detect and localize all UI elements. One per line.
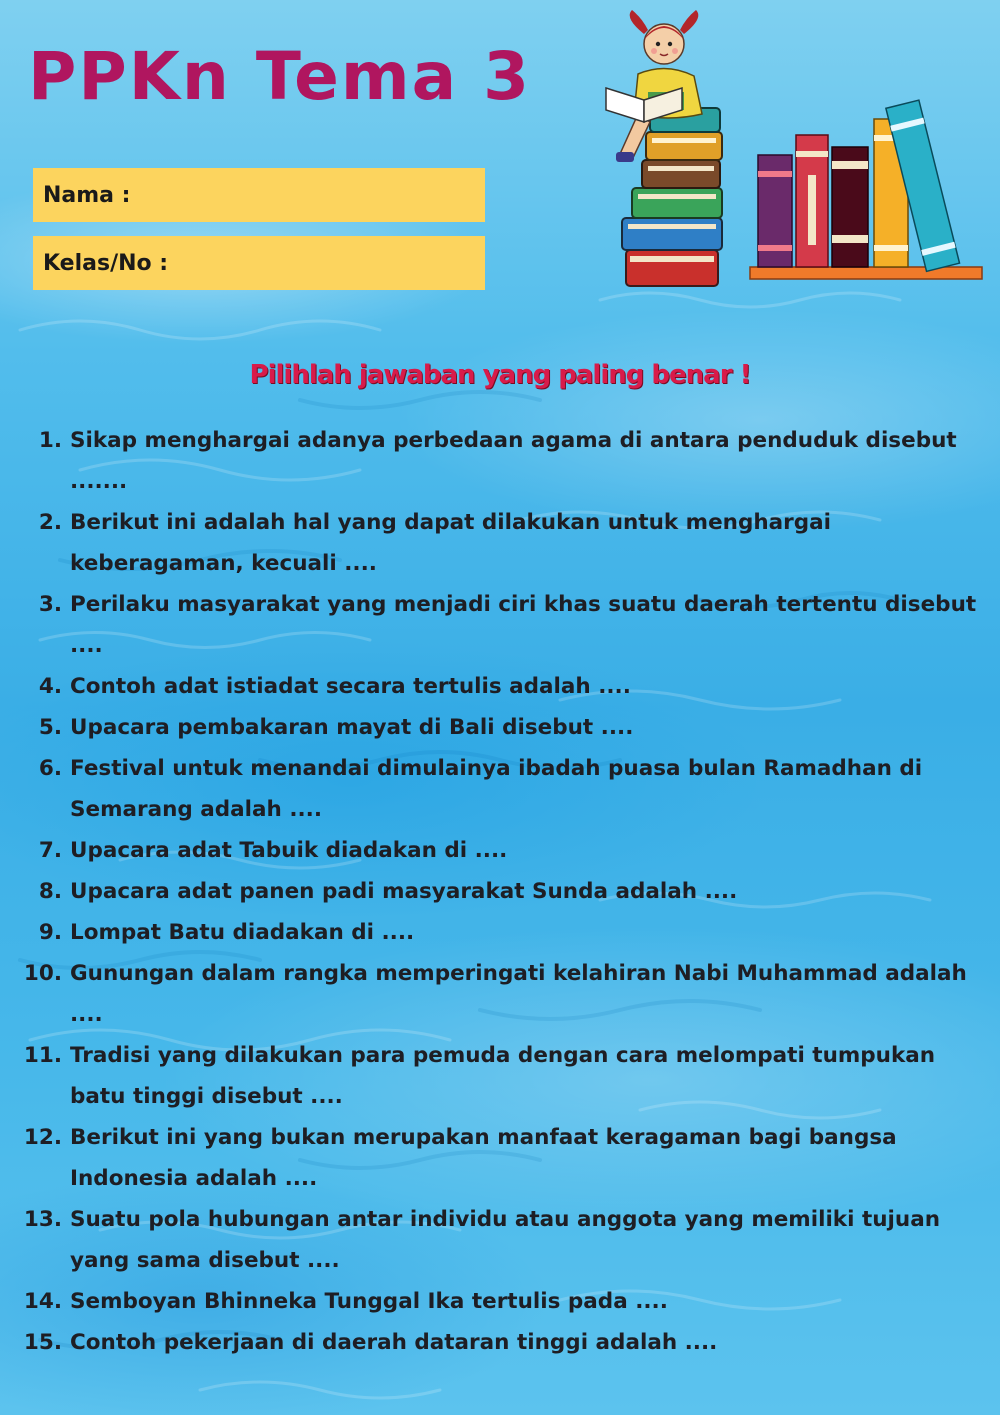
question-text: Tradisi yang dilakukan para pemuda dengan cara melompati tumpukan batu tinggi disebut .... (70, 1043, 936, 1109)
question-text: Suatu pola hubungan antar individu atau anggota yang memiliki tujuan yang sama disebut .... (70, 1207, 941, 1273)
question-item (12, 1035, 982, 1117)
nama-field[interactable] (33, 168, 485, 222)
question-number: 14. (23, 1289, 62, 1314)
question-text: Sikap menghargai adanya perbedaan agama di antara penduduk disebut ....... (70, 428, 957, 494)
question-item (12, 1199, 982, 1281)
question-item (12, 871, 982, 912)
bookshelf-illustration (748, 95, 984, 283)
question-number: 6. (38, 756, 62, 781)
question-item (12, 1281, 982, 1322)
question-text: Upacara adat panen padi masyarakat Sunda adalah .... (70, 879, 738, 904)
question-text: Gunungan dalam rangka memperingati kelahiran Nabi Muhammad adalah .... (70, 961, 967, 1027)
question-number: 10. (23, 961, 62, 986)
question-number: 12. (23, 1125, 62, 1150)
question-number: 7. (38, 838, 62, 863)
question-number: 5. (38, 715, 62, 740)
question-item (12, 912, 982, 953)
question-number: 4. (38, 674, 62, 699)
question-text: Semboyan Bhinneka Tunggal Ika tertulis pada .... (70, 1289, 668, 1314)
question-text: Berikut ini yang bukan merupakan manfaat keragaman bagi bangsa Indonesia adalah .... (70, 1125, 897, 1191)
question-text: Upacara pembakaran mayat di Bali disebut .... (70, 715, 634, 740)
girl-reading-on-books-illustration (598, 4, 733, 292)
question-number: 3. (38, 592, 62, 617)
question-text: Festival untuk menandai dimulainya ibadah puasa bulan Ramadhan di Semarang adalah .... (70, 756, 923, 822)
kelas-field[interactable] (33, 236, 485, 290)
question-text: Perilaku masyarakat yang menjadi ciri khas suatu daerah tertentu disebut .... (70, 592, 977, 658)
instruction-heading: Pilihlah jawaban yang paling benar ! (249, 360, 751, 390)
question-text: Lompat Batu diadakan di .... (70, 920, 415, 945)
question-item (12, 953, 982, 1035)
question-text: Berikut ini adalah hal yang dapat dilakukan untuk menghargai keberagaman, kecuali .... (70, 510, 832, 576)
question-number: 11. (23, 1043, 62, 1068)
question-number: 1. (38, 428, 62, 453)
question-text: Contoh pekerjaan di daerah dataran tinggi adalah .... (70, 1330, 718, 1355)
question-item (12, 707, 982, 748)
question-text: Contoh adat istiadat secara tertulis adalah .... (70, 674, 631, 699)
question-number: 15. (23, 1330, 62, 1355)
question-number: 8. (38, 879, 62, 904)
question-text: Upacara adat Tabuik diadakan di .... (70, 838, 508, 863)
question-number: 2. (38, 510, 62, 535)
question-item (12, 502, 982, 584)
question-item (12, 420, 982, 502)
question-item (12, 584, 982, 666)
page-title: PPKn Tema 3 (28, 38, 532, 115)
nama-label: Nama : (43, 182, 131, 208)
question-item (12, 666, 982, 707)
question-item (12, 1322, 982, 1363)
question-number: 9. (38, 920, 62, 945)
question-list (12, 420, 982, 1363)
question-item (12, 748, 982, 830)
question-number: 13. (23, 1207, 62, 1232)
question-item (12, 1117, 982, 1199)
kelas-label: Kelas/No : (43, 250, 169, 276)
question-item (12, 830, 982, 871)
